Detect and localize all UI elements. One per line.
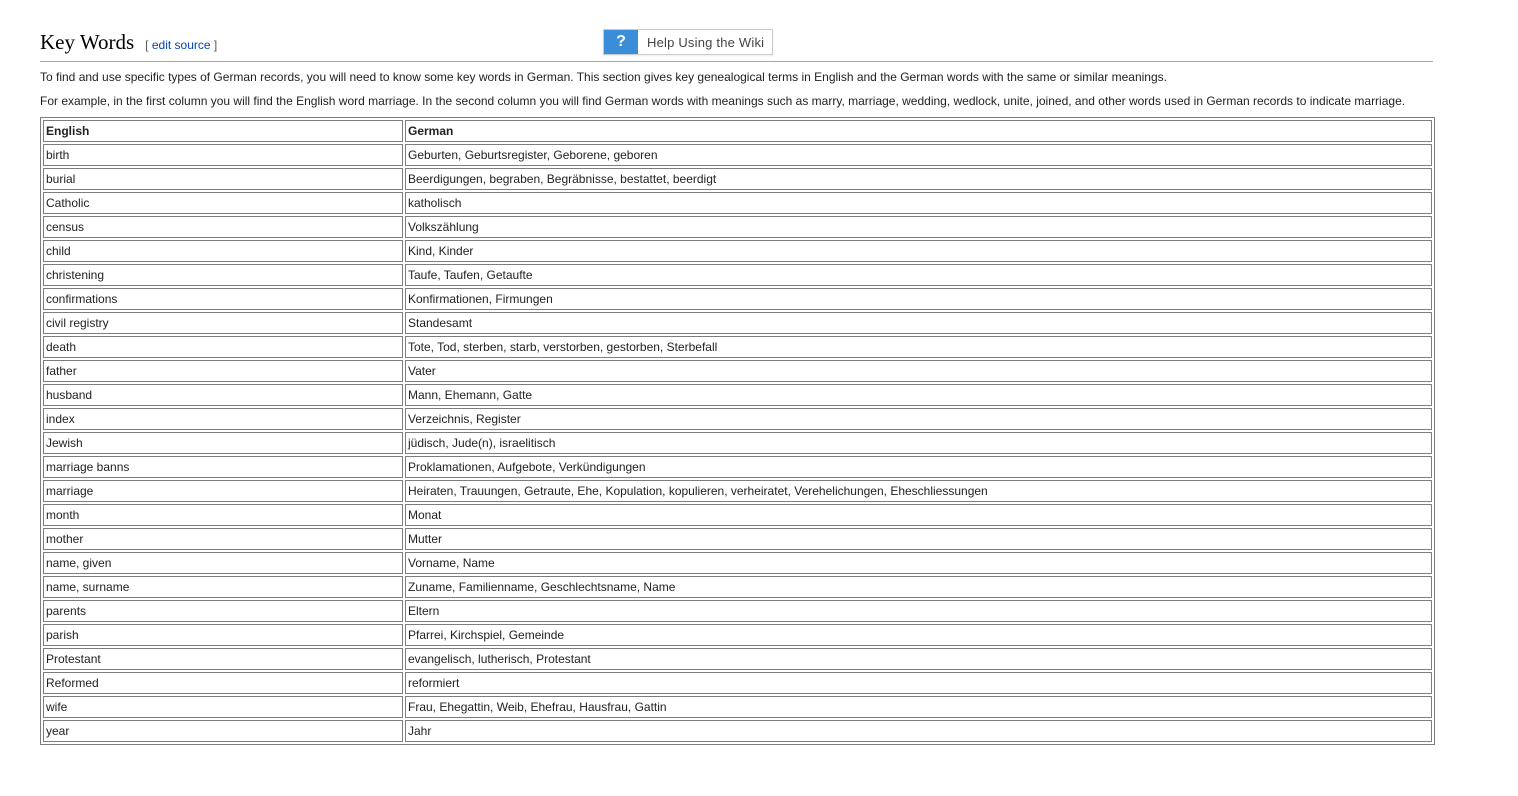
german-cell: Eltern: [405, 600, 1432, 622]
table-row: [43, 528, 1432, 550]
german-cell: Zuname, Familienname, Geschlechtsname, Name: [405, 576, 1432, 598]
edit-source-link[interactable]: edit source: [151, 38, 211, 52]
question-mark-icon: ?: [604, 30, 638, 54]
german-cell: Pfarrei, Kirchspiel, Gemeinde: [405, 624, 1432, 646]
english-cell: Protestant: [43, 648, 403, 670]
german-cell: Vater: [405, 360, 1432, 382]
english-cell: wife: [43, 696, 403, 718]
english-cell: child: [43, 240, 403, 262]
table-row: [43, 576, 1432, 598]
table-row: [43, 552, 1432, 574]
german-cell: Verzeichnis, Register: [405, 408, 1432, 430]
section-heading: [40, 30, 1433, 62]
english-cell: burial: [43, 168, 403, 190]
english-cell: month: [43, 504, 403, 526]
english-cell: death: [43, 336, 403, 358]
english-cell: confirmations: [43, 288, 403, 310]
table-row: [43, 672, 1432, 694]
german-cell: Monat: [405, 504, 1432, 526]
german-cell: Heiraten, Trauungen, Getraute, Ehe, Kopulation, kopulieren, verheiratet, Verehelichungen, Eheschliessungen: [405, 480, 1432, 502]
german-cell: Volkszählung: [405, 216, 1432, 238]
german-cell: Taufe, Taufen, Getaufte: [405, 264, 1432, 286]
german-cell: Geburten, Geburtsregister, Geborene, geboren: [405, 144, 1432, 166]
english-cell: birth: [43, 144, 403, 166]
english-cell: marriage banns: [43, 456, 403, 478]
english-cell: christening: [43, 264, 403, 286]
key-words-table: [40, 117, 1435, 745]
english-cell: husband: [43, 384, 403, 406]
english-cell: name, given: [43, 552, 403, 574]
german-cell: Standesamt: [405, 312, 1432, 334]
header-german: German: [405, 120, 1432, 142]
english-cell: Reformed: [43, 672, 403, 694]
table-row: [43, 312, 1432, 334]
german-cell: Kind, Kinder: [405, 240, 1432, 262]
english-cell: census: [43, 216, 403, 238]
table-row: [43, 432, 1432, 454]
table-header-row: [43, 120, 1432, 142]
german-cell: Mann, Ehemann, Gatte: [405, 384, 1432, 406]
english-cell: name, surname: [43, 576, 403, 598]
edit-bracket-open: [: [145, 38, 149, 52]
table-row: [43, 360, 1432, 382]
english-cell: parish: [43, 624, 403, 646]
table-row: [43, 264, 1432, 286]
english-cell: index: [43, 408, 403, 430]
german-cell: evangelisch, lutherisch, Protestant: [405, 648, 1432, 670]
english-cell: parents: [43, 600, 403, 622]
german-cell: jüdisch, Jude(n), israelitisch: [405, 432, 1432, 454]
table-row: [43, 480, 1432, 502]
table-row: [43, 720, 1432, 742]
german-cell: Proklamationen, Aufgebote, Verkündigungen: [405, 456, 1432, 478]
table-row: [43, 624, 1432, 646]
german-cell: katholisch: [405, 192, 1432, 214]
example-paragraph: For example, in the first column you will find the English word marriage. In the second column you will find German words with meanings such as marry, marriage, wedding, wedlock, unite, joined, and other words used in German records to indicate marriage.: [40, 94, 1406, 108]
header-english: English: [43, 120, 403, 142]
german-cell: Beerdigungen, begraben, Begräbnisse, bestattet, beerdigt: [405, 168, 1432, 190]
english-cell: marriage: [43, 480, 403, 502]
german-cell: Vorname, Name: [405, 552, 1432, 574]
main-content: [40, 30, 1433, 745]
table-row: [43, 696, 1432, 718]
german-cell: Frau, Ehegattin, Weib, Ehefrau, Hausfrau, Gattin: [405, 696, 1432, 718]
table-row: [43, 456, 1432, 478]
table-row: [43, 384, 1432, 406]
table-body: [43, 144, 1432, 742]
table-row: [43, 192, 1432, 214]
table-row: [43, 408, 1432, 430]
english-cell: mother: [43, 528, 403, 550]
german-cell: Mutter: [405, 528, 1432, 550]
table-row: [43, 168, 1432, 190]
table-row: [43, 600, 1432, 622]
english-cell: year: [43, 720, 403, 742]
table-row: [43, 504, 1432, 526]
english-cell: Jewish: [43, 432, 403, 454]
german-cell: Tote, Tod, sterben, starb, verstorben, gestorben, Sterbefall: [405, 336, 1432, 358]
german-cell: Jahr: [405, 720, 1432, 742]
intro-paragraph: To find and use specific types of German records, you will need to know some key words in German. This section gives key genealogical terms in English and the German words with the same or similar meanings.: [40, 70, 1167, 84]
german-cell: Konfirmationen, Firmungen: [405, 288, 1432, 310]
table-row: [43, 144, 1432, 166]
english-cell: civil registry: [43, 312, 403, 334]
table-row: [43, 648, 1432, 670]
section-title: Key Words: [40, 30, 135, 54]
table-row: [43, 240, 1432, 262]
help-label: Help Using the Wiki: [647, 34, 765, 50]
english-cell: father: [43, 360, 403, 382]
table-row: [43, 216, 1432, 238]
edit-section: [145, 38, 217, 52]
table-row: [43, 336, 1432, 358]
table-row: [43, 288, 1432, 310]
edit-bracket-close: ]: [213, 38, 218, 52]
english-cell: Catholic: [43, 192, 403, 214]
german-cell: reformiert: [405, 672, 1432, 694]
